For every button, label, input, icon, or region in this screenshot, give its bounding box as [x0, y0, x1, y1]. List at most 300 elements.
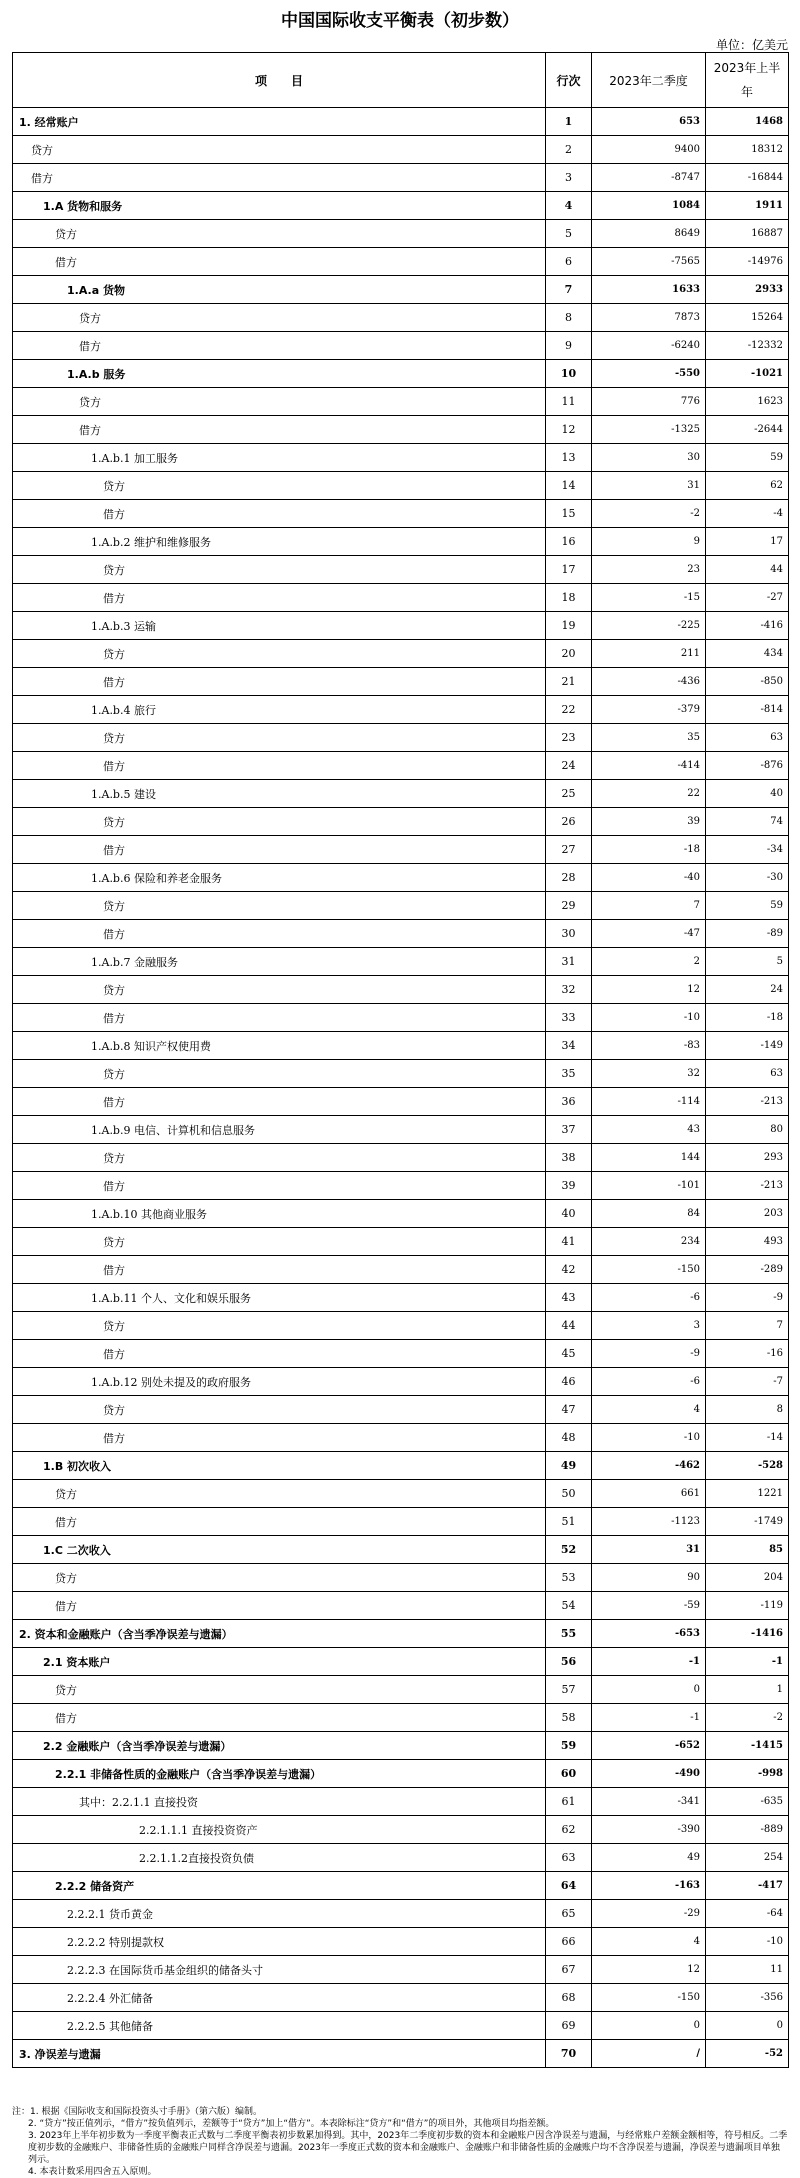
row-value-h1: -18: [706, 1004, 789, 1032]
row-value-q2: 9: [592, 528, 706, 556]
row-item-label: 1.A.b.9 电信、计算机和信息服务: [13, 1116, 546, 1144]
row-value-q2: 234: [592, 1228, 706, 1256]
row-value-q2: -6: [592, 1284, 706, 1312]
row-item-label: 贷方: [13, 1060, 546, 1088]
row-item-label: 2.1 资本账户: [13, 1648, 546, 1676]
row-item-label: 借方: [13, 668, 546, 696]
row-line-number: 37: [546, 1116, 592, 1144]
row-item-label: 1.C 二次收入: [13, 1536, 546, 1564]
row-value-q2: -83: [592, 1032, 706, 1060]
row-value-h1: -9: [706, 1284, 789, 1312]
row-value-q2: 2: [592, 948, 706, 976]
row-item-label: 贷方: [13, 1480, 546, 1508]
row-value-q2: /: [592, 2040, 706, 2068]
row-value-h1: -119: [706, 1592, 789, 1620]
table-row: [13, 1816, 789, 1844]
row-value-h1: 0: [706, 2012, 789, 2040]
table-row: [13, 836, 789, 864]
row-line-number: 24: [546, 752, 592, 780]
row-item-label: 1.A.b.4 旅行: [13, 696, 546, 724]
row-value-h1: 24: [706, 976, 789, 1004]
footnote: 3. 2023年上半年初步数为一季度平衡表正式数与二季度平衡表初步数累加得到。其中，2023年二季度初步数的资本和金融账户因含净误差与遗漏，与经常账户差额金额相等，符号相反。二季度初步数的金融账户、非储备性质的金融账户同样含净误差与遗漏。2023年一季度正式数的资本和金融账户、金融账户和非储备性质的金融账户均不含净误差与遗漏，净误差与遗漏项目单独列示。: [28, 2131, 788, 2165]
row-value-h1: 7: [706, 1312, 789, 1340]
row-value-h1: -14976: [706, 248, 789, 276]
row-value-h1: 18312: [706, 136, 789, 164]
row-value-q2: -10: [592, 1424, 706, 1452]
row-line-number: 16: [546, 528, 592, 556]
row-value-q2: 23: [592, 556, 706, 584]
table-row: [13, 1004, 789, 1032]
row-value-q2: 144: [592, 1144, 706, 1172]
row-item-label: 2.2.2.4 外汇储备: [13, 1984, 546, 2012]
table-row: [13, 192, 789, 220]
row-line-number: 26: [546, 808, 592, 836]
row-line-number: 46: [546, 1368, 592, 1396]
table-row: [13, 752, 789, 780]
table-row: [13, 1564, 789, 1592]
row-item-label: 贷方: [13, 976, 546, 1004]
row-value-q2: 7873: [592, 304, 706, 332]
row-value-h1: 62: [706, 472, 789, 500]
table-row: [13, 108, 789, 136]
row-item-label: 借方: [13, 920, 546, 948]
row-line-number: 44: [546, 1312, 592, 1340]
row-item-label: 1.A.b.5 建设: [13, 780, 546, 808]
row-value-h1: -64: [706, 1900, 789, 1928]
table-row: [13, 1788, 789, 1816]
table-row: [13, 1900, 789, 1928]
row-value-h1: 1468: [706, 108, 789, 136]
row-value-q2: 1084: [592, 192, 706, 220]
row-item-label: 贷方: [13, 892, 546, 920]
row-value-q2: 1633: [592, 276, 706, 304]
row-line-number: 31: [546, 948, 592, 976]
row-line-number: 54: [546, 1592, 592, 1620]
row-item-label: 其中：2.2.1.1 直接投资: [13, 1788, 546, 1816]
table-row: [13, 444, 789, 472]
column-header-line: 行次: [546, 53, 592, 108]
row-item-label: 借方: [13, 1004, 546, 1032]
row-value-q2: -101: [592, 1172, 706, 1200]
row-item-label: 1.A.b.2 维护和维修服务: [13, 528, 546, 556]
table-row: [13, 1144, 789, 1172]
row-item-label: 借方: [13, 584, 546, 612]
row-item-label: 1.A.b.10 其他商业服务: [13, 1200, 546, 1228]
row-value-q2: -9: [592, 1340, 706, 1368]
row-value-h1: 493: [706, 1228, 789, 1256]
row-value-q2: -29: [592, 1900, 706, 1928]
row-item-label: 1.A.b.6 保险和养老金服务: [13, 864, 546, 892]
row-line-number: 40: [546, 1200, 592, 1228]
row-item-label: 贷方: [13, 1312, 546, 1340]
row-value-h1: 8: [706, 1396, 789, 1424]
row-value-h1: 1: [706, 1676, 789, 1704]
row-line-number: 25: [546, 780, 592, 808]
table-row: [13, 1592, 789, 1620]
row-value-h1: -16844: [706, 164, 789, 192]
row-value-q2: -7565: [592, 248, 706, 276]
table-row: [13, 220, 789, 248]
table-row: [13, 416, 789, 444]
row-value-h1: 17: [706, 528, 789, 556]
row-value-h1: -850: [706, 668, 789, 696]
table-row: [13, 528, 789, 556]
row-item-label: 借方: [13, 1256, 546, 1284]
row-line-number: 20: [546, 640, 592, 668]
row-value-h1: 254: [706, 1844, 789, 1872]
row-item-label: 2. 资本和金融账户（含当季净误差与遗漏）: [13, 1620, 546, 1648]
table-row: [13, 1172, 789, 1200]
row-line-number: 12: [546, 416, 592, 444]
row-item-label: 贷方: [13, 1396, 546, 1424]
row-item-label: 借方: [13, 1424, 546, 1452]
row-line-number: 43: [546, 1284, 592, 1312]
row-line-number: 2: [546, 136, 592, 164]
row-item-label: 1.B 初次收入: [13, 1452, 546, 1480]
table-header-row: [13, 53, 789, 108]
table-row: [13, 976, 789, 1004]
row-value-q2: 211: [592, 640, 706, 668]
row-value-q2: 661: [592, 1480, 706, 1508]
table-row: [13, 1928, 789, 1956]
row-value-q2: -550: [592, 360, 706, 388]
row-value-h1: -1415: [706, 1732, 789, 1760]
row-value-q2: -163: [592, 1872, 706, 1900]
row-value-q2: 84: [592, 1200, 706, 1228]
row-value-h1: 40: [706, 780, 789, 808]
row-value-h1: -27: [706, 584, 789, 612]
row-value-h1: -2644: [706, 416, 789, 444]
row-line-number: 62: [546, 1816, 592, 1844]
row-item-label: 借方: [13, 416, 546, 444]
row-value-h1: -356: [706, 1984, 789, 2012]
table-row: [13, 1396, 789, 1424]
page-title: 中国国际收支平衡表（初步数）: [281, 11, 519, 31]
row-value-h1: 434: [706, 640, 789, 668]
footnote: 4. 本表计数采用四舍五入原则。: [28, 2167, 157, 2177]
row-value-q2: 30: [592, 444, 706, 472]
row-line-number: 14: [546, 472, 592, 500]
row-value-q2: 4: [592, 1928, 706, 1956]
row-item-label: 借方: [13, 1172, 546, 1200]
table-row: [13, 1424, 789, 1452]
row-line-number: 47: [546, 1396, 592, 1424]
row-value-h1: -889: [706, 1816, 789, 1844]
row-value-h1: -14: [706, 1424, 789, 1452]
row-line-number: 53: [546, 1564, 592, 1592]
row-value-h1: -1416: [706, 1620, 789, 1648]
row-value-h1: 63: [706, 724, 789, 752]
row-value-h1: -2: [706, 1704, 789, 1732]
row-line-number: 32: [546, 976, 592, 1004]
row-value-h1: -1021: [706, 360, 789, 388]
row-value-h1: -16: [706, 1340, 789, 1368]
table-row: [13, 248, 789, 276]
row-item-label: 2.2.1.1.2直接投资负债: [13, 1844, 546, 1872]
row-value-q2: -379: [592, 696, 706, 724]
row-line-number: 27: [546, 836, 592, 864]
row-item-label: 1.A.b.11 个人、文化和娱乐服务: [13, 1284, 546, 1312]
row-item-label: 2.2.2.3 在国际货币基金组织的储备头寸: [13, 1956, 546, 1984]
row-line-number: 36: [546, 1088, 592, 1116]
table-row: [13, 1984, 789, 2012]
row-item-label: 贷方: [13, 136, 546, 164]
row-value-q2: 0: [592, 1676, 706, 1704]
table-row: [13, 472, 789, 500]
row-value-q2: -1: [592, 1648, 706, 1676]
row-item-label: 1.A.b.1 加工服务: [13, 444, 546, 472]
table-row: [13, 948, 789, 976]
row-value-h1: -7: [706, 1368, 789, 1396]
row-value-q2: -652: [592, 1732, 706, 1760]
row-value-h1: -876: [706, 752, 789, 780]
row-value-h1: -416: [706, 612, 789, 640]
row-value-h1: -89: [706, 920, 789, 948]
row-item-label: 1.A.b 服务: [13, 360, 546, 388]
row-line-number: 10: [546, 360, 592, 388]
table-body: [13, 108, 789, 2068]
table-row: [13, 1620, 789, 1648]
row-item-label: 贷方: [13, 472, 546, 500]
table-row: [13, 2012, 789, 2040]
row-item-label: 1.A.b.12 别处未提及的政府服务: [13, 1368, 546, 1396]
row-line-number: 7: [546, 276, 592, 304]
row-item-label: 2.2.2.5 其他储备: [13, 2012, 546, 2040]
row-value-q2: 31: [592, 1536, 706, 1564]
row-item-label: 借方: [13, 1704, 546, 1732]
row-item-label: 借方: [13, 836, 546, 864]
row-value-q2: -225: [592, 612, 706, 640]
row-value-h1: -10: [706, 1928, 789, 1956]
row-line-number: 33: [546, 1004, 592, 1032]
row-item-label: 1.A.b.3 运输: [13, 612, 546, 640]
row-line-number: 59: [546, 1732, 592, 1760]
row-item-label: 2.2.2 储备资产: [13, 1872, 546, 1900]
row-value-q2: -6240: [592, 332, 706, 360]
row-value-h1: -213: [706, 1172, 789, 1200]
row-line-number: 22: [546, 696, 592, 724]
table-row: [13, 668, 789, 696]
row-value-h1: 204: [706, 1564, 789, 1592]
table-row: [13, 1340, 789, 1368]
row-line-number: 8: [546, 304, 592, 332]
row-line-number: 35: [546, 1060, 592, 1088]
table-row: [13, 724, 789, 752]
row-value-q2: -414: [592, 752, 706, 780]
table-row: [13, 1732, 789, 1760]
row-line-number: 5: [546, 220, 592, 248]
row-value-q2: 4: [592, 1396, 706, 1424]
row-value-q2: -150: [592, 1984, 706, 2012]
row-value-q2: -18: [592, 836, 706, 864]
row-line-number: 34: [546, 1032, 592, 1060]
row-line-number: 11: [546, 388, 592, 416]
row-item-label: 1. 经常账户: [13, 108, 546, 136]
row-line-number: 42: [546, 1256, 592, 1284]
row-line-number: 4: [546, 192, 592, 220]
row-value-q2: -1: [592, 1704, 706, 1732]
row-value-h1: -417: [706, 1872, 789, 1900]
row-value-h1: 74: [706, 808, 789, 836]
row-line-number: 56: [546, 1648, 592, 1676]
row-line-number: 57: [546, 1676, 592, 1704]
row-value-q2: 31: [592, 472, 706, 500]
table-row: [13, 556, 789, 584]
row-item-label: 贷方: [13, 304, 546, 332]
row-value-q2: 7: [592, 892, 706, 920]
row-line-number: 19: [546, 612, 592, 640]
table-row: [13, 1256, 789, 1284]
row-line-number: 48: [546, 1424, 592, 1452]
row-value-h1: 44: [706, 556, 789, 584]
row-value-h1: -289: [706, 1256, 789, 1284]
row-line-number: 15: [546, 500, 592, 528]
table-row: [13, 612, 789, 640]
row-line-number: 67: [546, 1956, 592, 1984]
footnote: 2. “贷方”按正值列示，“借方”按负值列示，差额等于“贷方”加上“借方”。本表除标注“贷方”和“借方”的项目外，其他项目均指差额。: [28, 2119, 555, 2129]
table-row: [13, 2040, 789, 2068]
row-value-h1: 293: [706, 1144, 789, 1172]
row-value-q2: -2: [592, 500, 706, 528]
row-value-h1: 203: [706, 1200, 789, 1228]
row-value-h1: 63: [706, 1060, 789, 1088]
row-value-h1: 5: [706, 948, 789, 976]
row-line-number: 21: [546, 668, 592, 696]
row-line-number: 69: [546, 2012, 592, 2040]
row-line-number: 65: [546, 1900, 592, 1928]
row-line-number: 41: [546, 1228, 592, 1256]
table-row: [13, 1676, 789, 1704]
row-value-h1: -12332: [706, 332, 789, 360]
row-item-label: 借方: [13, 332, 546, 360]
row-item-label: 贷方: [13, 1676, 546, 1704]
row-item-label: 借方: [13, 1088, 546, 1116]
row-value-h1: 2933: [706, 276, 789, 304]
row-line-number: 13: [546, 444, 592, 472]
row-item-label: 2.2.1.1.1 直接投资资产: [13, 1816, 546, 1844]
row-value-q2: 0: [592, 2012, 706, 2040]
row-value-h1: -1749: [706, 1508, 789, 1536]
unit-label: 单位：亿美元: [715, 38, 788, 52]
row-value-h1: 1623: [706, 388, 789, 416]
row-line-number: 1: [546, 108, 592, 136]
table-row: [13, 1760, 789, 1788]
table-row: [13, 1704, 789, 1732]
row-item-label: 借方: [13, 164, 546, 192]
row-value-q2: 9400: [592, 136, 706, 164]
row-line-number: 64: [546, 1872, 592, 1900]
row-item-label: 贷方: [13, 220, 546, 248]
row-value-q2: 12: [592, 1956, 706, 1984]
row-item-label: 贷方: [13, 1144, 546, 1172]
row-item-label: 贷方: [13, 724, 546, 752]
table-row: [13, 1452, 789, 1480]
table-row: [13, 1648, 789, 1676]
row-value-h1: -814: [706, 696, 789, 724]
table-row: [13, 780, 789, 808]
row-value-q2: 3: [592, 1312, 706, 1340]
row-value-h1: -528: [706, 1452, 789, 1480]
row-line-number: 63: [546, 1844, 592, 1872]
row-value-h1: -149: [706, 1032, 789, 1060]
balance-of-payments-table: [12, 52, 789, 2068]
row-line-number: 17: [546, 556, 592, 584]
column-header-item: 项 目: [13, 53, 546, 108]
column-header-h1: 2023年上半年: [706, 53, 789, 108]
row-line-number: 68: [546, 1984, 592, 2012]
row-line-number: 29: [546, 892, 592, 920]
table-row: [13, 388, 789, 416]
table-row: [13, 276, 789, 304]
table-row: [13, 1480, 789, 1508]
table-row: [13, 304, 789, 332]
row-item-label: 贷方: [13, 388, 546, 416]
row-value-h1: -52: [706, 2040, 789, 2068]
row-value-h1: 85: [706, 1536, 789, 1564]
row-value-q2: 43: [592, 1116, 706, 1144]
row-item-label: 2.2.2.2 特别提款权: [13, 1928, 546, 1956]
row-value-h1: -4: [706, 500, 789, 528]
row-value-q2: -1123: [592, 1508, 706, 1536]
table-row: [13, 640, 789, 668]
table-row: [13, 864, 789, 892]
row-item-label: 1.A.a 货物: [13, 276, 546, 304]
row-line-number: 23: [546, 724, 592, 752]
table-row: [13, 696, 789, 724]
row-line-number: 38: [546, 1144, 592, 1172]
row-item-label: 借方: [13, 248, 546, 276]
row-line-number: 60: [546, 1760, 592, 1788]
row-item-label: 2.2.1 非储备性质的金融账户（含当季净误差与遗漏）: [13, 1760, 546, 1788]
row-value-h1: -213: [706, 1088, 789, 1116]
row-value-q2: -15: [592, 584, 706, 612]
row-value-q2: -1325: [592, 416, 706, 444]
row-value-q2: -47: [592, 920, 706, 948]
row-value-q2: -653: [592, 1620, 706, 1648]
table-row: [13, 1368, 789, 1396]
table-row: [13, 1284, 789, 1312]
table-row: [13, 136, 789, 164]
row-line-number: 61: [546, 1788, 592, 1816]
table-row: [13, 808, 789, 836]
row-item-label: 贷方: [13, 1228, 546, 1256]
row-line-number: 52: [546, 1536, 592, 1564]
row-value-q2: -436: [592, 668, 706, 696]
table-row: [13, 500, 789, 528]
row-line-number: 55: [546, 1620, 592, 1648]
table-row: [13, 1060, 789, 1088]
table-row: [13, 1844, 789, 1872]
row-value-q2: 39: [592, 808, 706, 836]
row-value-q2: -59: [592, 1592, 706, 1620]
table-row: [13, 1200, 789, 1228]
row-item-label: 借方: [13, 1508, 546, 1536]
row-value-q2: -6: [592, 1368, 706, 1396]
table-row: [13, 584, 789, 612]
table-row: [13, 332, 789, 360]
row-item-label: 1.A.b.8 知识产权使用费: [13, 1032, 546, 1060]
row-value-h1: 11: [706, 1956, 789, 1984]
row-value-h1: 15264: [706, 304, 789, 332]
row-value-h1: -1: [706, 1648, 789, 1676]
row-item-label: 2.2 金融账户（含当季净误差与遗漏）: [13, 1732, 546, 1760]
row-line-number: 6: [546, 248, 592, 276]
row-item-label: 1.A.b.7 金融服务: [13, 948, 546, 976]
row-line-number: 3: [546, 164, 592, 192]
row-value-q2: 653: [592, 108, 706, 136]
row-value-q2: 776: [592, 388, 706, 416]
table-row: [13, 1088, 789, 1116]
